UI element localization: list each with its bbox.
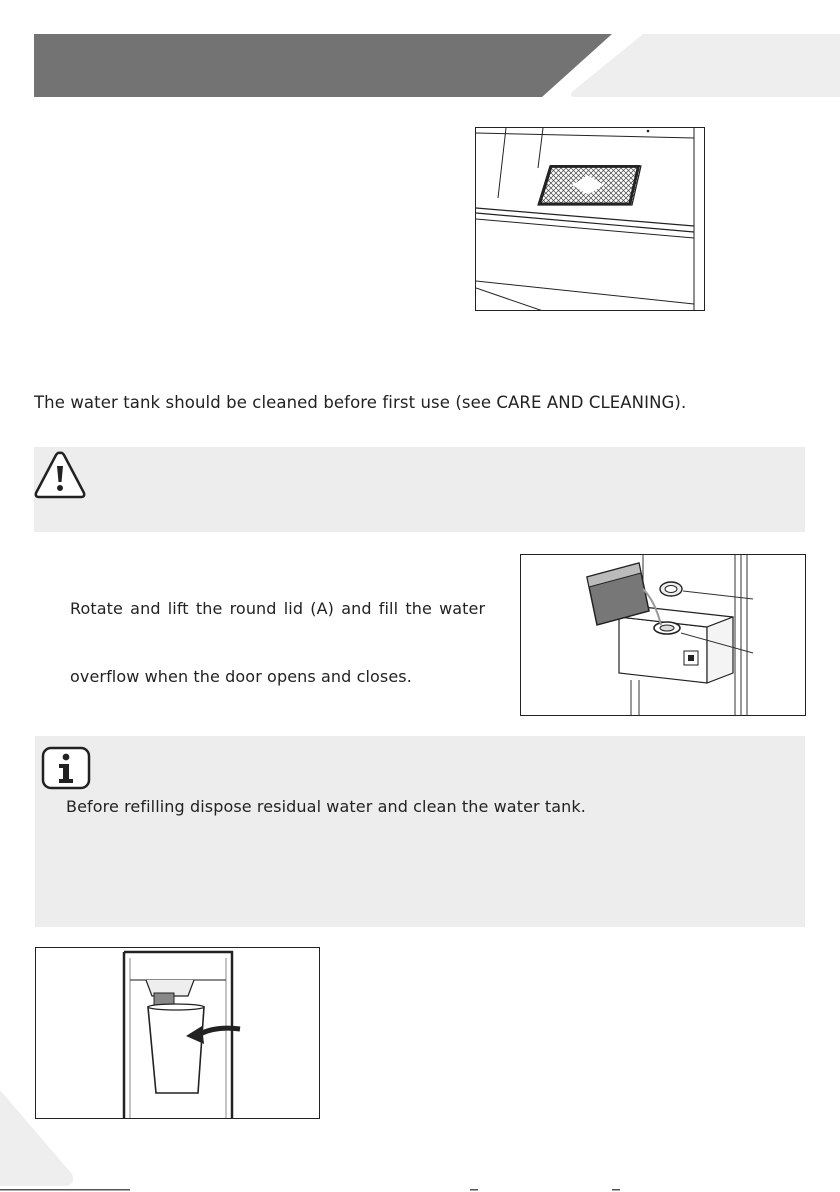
info-icon bbox=[40, 745, 92, 791]
warning-panel bbox=[34, 447, 805, 532]
grille-illustration bbox=[476, 128, 705, 311]
fill-step-line-2: overflow when the door opens and closes. bbox=[70, 667, 412, 686]
info-panel bbox=[35, 736, 805, 927]
intro-text: The water tank should be cleaned before first use (see CARE AND CLEANING). bbox=[34, 393, 687, 412]
header-tab bbox=[571, 34, 840, 97]
header-title-bar bbox=[34, 34, 612, 97]
corner-tab bbox=[0, 1090, 80, 1186]
fill-tank-illustration bbox=[521, 555, 806, 716]
header-bar bbox=[0, 0, 840, 110]
warning-triangle-icon bbox=[33, 449, 87, 501]
grille-figure bbox=[475, 127, 705, 311]
bottom-cutoff-strip bbox=[0, 1186, 840, 1192]
fill-tank-figure bbox=[520, 554, 806, 716]
fill-step-line-1: Rotate and lift the round lid (A) and fill the water bbox=[70, 599, 486, 618]
info-note-text: Before refilling dispose residual water and clean the water tank. bbox=[66, 797, 586, 816]
